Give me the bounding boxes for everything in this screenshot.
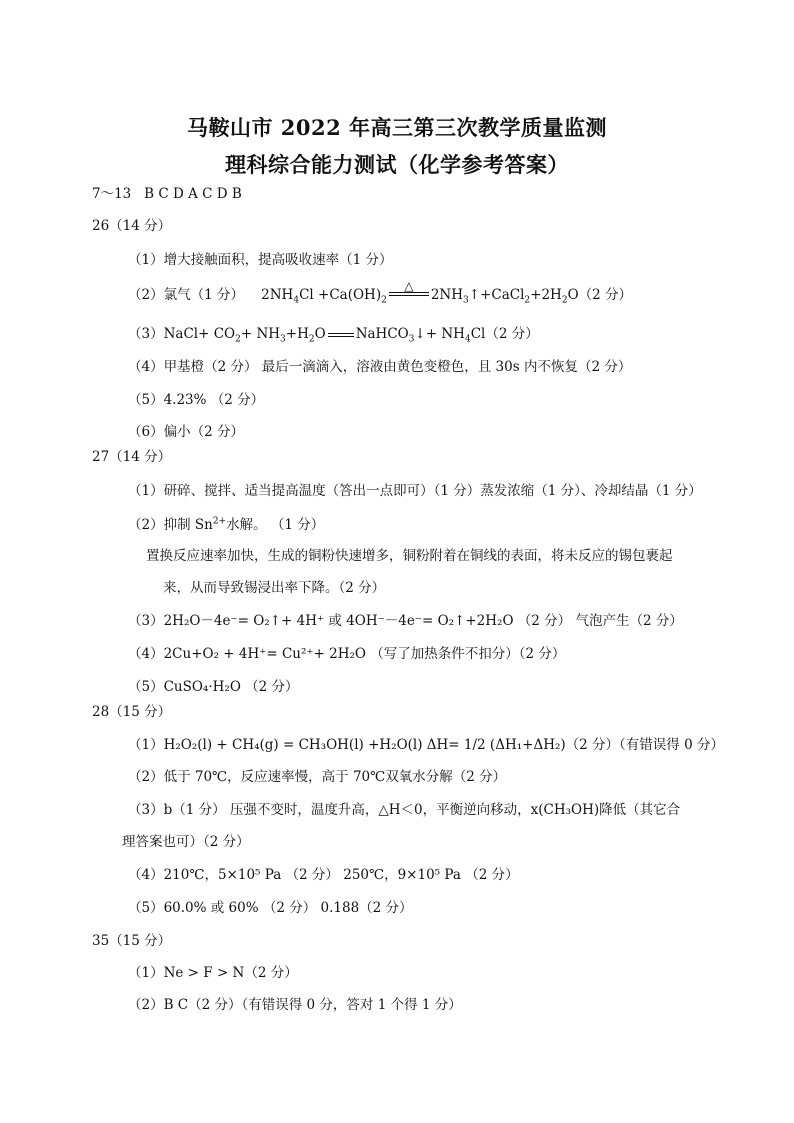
heat-condition-arrow — [389, 279, 429, 299]
eq-term: 水解。 （1 分） — [226, 517, 325, 533]
equals-sign — [328, 333, 354, 337]
q27-answer-4: （4）2Cu+O₂ + 4H⁺= Cu²⁺+ 2H₂O （写了加热条件不扣分）（2 分） — [128, 646, 566, 662]
eq-term: Cl +Ca(OH) — [299, 287, 382, 303]
mc-range: 7～13 — [92, 186, 132, 202]
multiple-choice-answers — [92, 185, 242, 203]
eq-term: +2H — [530, 287, 562, 303]
q28-heading: 28（15 分） — [92, 704, 172, 720]
page-title: 马鞍山市 2022 年高三第三次教学质量监测 — [186, 115, 608, 140]
eq-term: 2NH — [261, 287, 294, 303]
q26-answer-3: （3）NaCl+ $CO_2+ NH_3+H_2O$ NaHCO$_3$↓+ $NH_4Cl(2$ 分） — [128, 326, 539, 345]
eq-term: NaHCO — [355, 326, 409, 342]
q35-answer-1: （1）Ne > F > N（2 分） — [128, 965, 298, 981]
q26-answer-5: （5）4.23% （2 分） — [128, 392, 265, 408]
page-subtitle: 理科综合能力测试（化学参考答案） — [225, 152, 569, 177]
q26-heading: 26（14 分） — [92, 218, 172, 234]
eq-term: （2）抑制 Sn — [128, 517, 213, 533]
q27-answer-2-explanation: 置换反应速率加快，生成的铜粉快速增多，铜粉附着在铜线的表面，将未反应的锡包裹起 — [146, 548, 673, 564]
eq-term: ↓+ NH — [414, 326, 465, 342]
q27-answer-1: （1）研碎、搅拌、适当提高温度（答出一点即可）（1 分）蒸发浓缩（1 分）、冷却结晶（1 分） — [128, 483, 702, 499]
eq-term: +H — [285, 326, 309, 342]
eq-term: 2NH — [430, 287, 464, 303]
q26-answer-2: （2）氯气（1 分） $2NH_4Cl +Ca(OH)_2$ △ $2NH_3↑+CaCl_2+2H_2O(2$ 分） — [128, 279, 633, 306]
eq-term: O — [314, 326, 326, 342]
q27-answer-2-explanation-cont: 来，从而导致锡浸出率下降。（2 分） — [163, 580, 386, 596]
q27-answer-2 — [128, 516, 324, 534]
eq-term: O（2 分） — [567, 287, 633, 303]
q35-answer-2: （2）B C（2 分）（有错误得 0 分，答对 1 个得 1 分） — [128, 997, 462, 1013]
q26-answer-1: （1）增大接触面积，提高吸收速率（1 分） — [128, 252, 393, 268]
q27-answer-5: （5）CuSO₄·H₂O （2 分） — [128, 679, 299, 695]
q26-answer-4: （4）甲基橙（2 分） 最后一滴滴入，溶液由黄色变橙色，且 30s 内不恢复（2 分） — [128, 359, 632, 375]
q35-heading: 35（15 分） — [92, 933, 172, 949]
q27-answer-3: （3）2H₂O－4e⁻= O₂↑+ 4H⁺ 或 4OH⁻－4e⁻= O₂↑+2H₂O （2 分） 气泡产生（2 分） — [128, 613, 683, 629]
q26-answer-2-prefix: （2）氯气（1 分） — [128, 287, 244, 303]
q27-heading: 27（14 分） — [92, 449, 172, 465]
q26-answer-6: （6）偏小（2 分） — [128, 424, 244, 440]
eq-term: ↑+CaCl — [468, 287, 525, 303]
q28-answer-1: （1）H₂O₂(l) + CH₄(g) = CH₃OH(l) +H₂O(l) ΔH= 1/2 (ΔH₁+ΔH₂)（2 分）（有错误得 0 分） — [128, 737, 724, 753]
q28-answer-3: （3）b（1 分） 压强不变时，温度升高，△H＜0，平衡逆向移动，x(CH₃OH)降低（其它合 — [128, 802, 681, 818]
eq-term: Cl（2 分） — [470, 326, 539, 342]
q28-answer-3-cont: 理答案也可）（2 分） — [122, 834, 250, 850]
q28-answer-5: （5）60.0% 或 60% （2 分） 0.188（2 分） — [128, 900, 413, 916]
q28-answer-2: （2）低于 70℃，反应速率慢，高于 70℃双氧水分解（2 分） — [128, 769, 507, 785]
eq-term: （3）NaCl+ CO — [128, 326, 236, 342]
mc-answer-list: B C D A C D B — [144, 186, 242, 202]
heat-triangle-icon: △ — [404, 279, 414, 293]
q28-answer-4: （4）210℃，5×10⁵ Pa （2 分） 250℃，9×10⁵ Pa （2 分） — [128, 867, 519, 883]
charge-superscript: 2+ — [212, 516, 227, 527]
eq-term: + NH — [240, 326, 281, 342]
